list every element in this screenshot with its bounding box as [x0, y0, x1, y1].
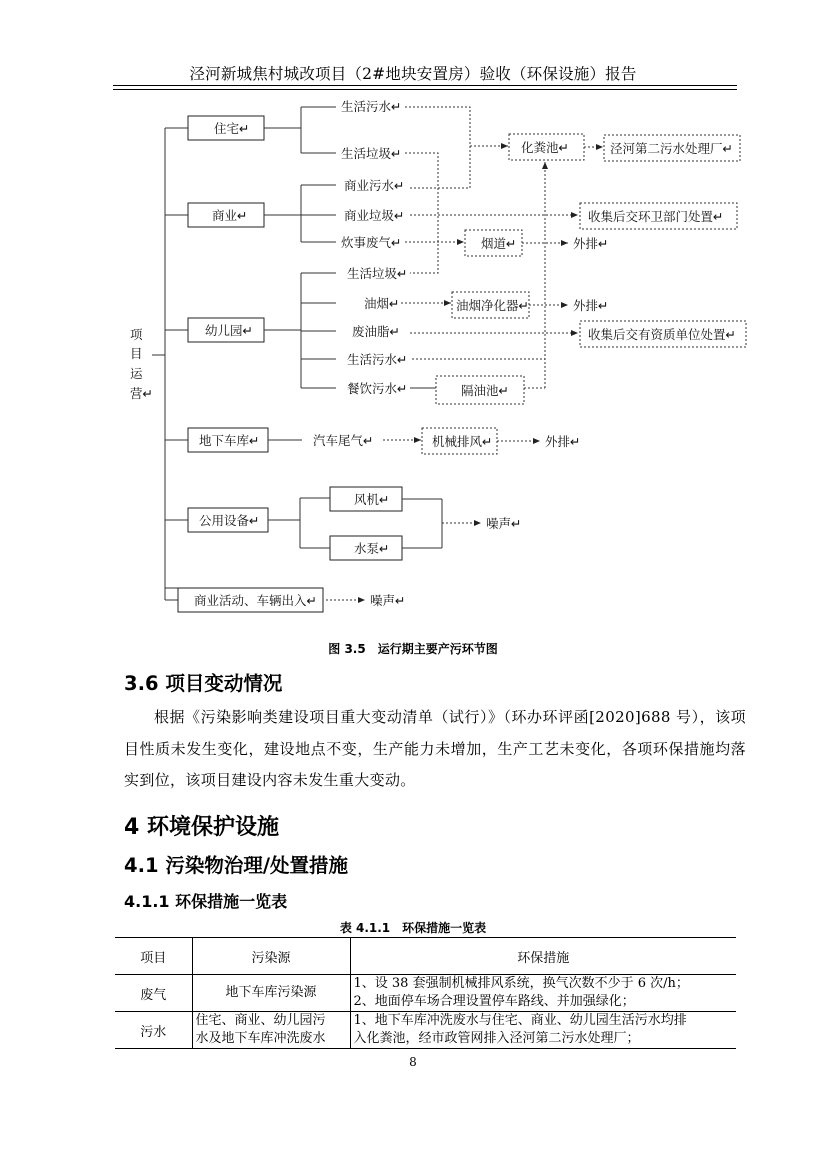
source-pump: [330, 536, 402, 560]
page-header-title: 泾河新城焦村城改项目（2#地块安置房）验收（环保设施）报告: [189, 65, 637, 83]
root-label: [130, 327, 153, 401]
pollutant-kindergarten-garbage: 生活垃圾↵: [347, 266, 408, 281]
pollutant-catering-sewage: 餐饮污水↵: [347, 381, 408, 396]
category-garage: [165, 428, 268, 452]
category-activity: [165, 588, 323, 612]
root-label-char: 项: [130, 327, 143, 342]
table-cell-source: 住宅、商业、幼儿园污 水及地下车库冲洗废水: [192, 1012, 350, 1049]
table-header-source: 污染源: [192, 938, 350, 975]
table-cell-source: 地下车库污染源: [192, 975, 350, 1012]
table-cell-measures: 1、地下车库冲洗废水与住宅、商业、幼儿园生活污水均排 入化粪池，经市政管网排入泾河第二污水处理厂；: [350, 1012, 736, 1049]
svg-text:烟道↵: 烟道↵: [481, 236, 517, 251]
pollutant-oil-smoke: 油烟↵: [364, 296, 400, 311]
svg-text:收集后交有资质单位处置↵: 收集后交有资质单位处置↵: [588, 327, 736, 342]
table-header-item: 项目: [115, 938, 192, 975]
svg-text:商业活动、车辆出入↵: 商业活动、车辆出入↵: [194, 593, 317, 608]
facility-oil-smoke-purifier: [452, 292, 529, 318]
section-heading-4-1: 4.1 污染物治理/处置措施: [124, 854, 348, 877]
category-residential: [165, 116, 264, 140]
pollutant-cooking-gas: 炊事废气↵: [341, 235, 402, 250]
svg-text:泾河第二污水处理厂↵: 泾河第二污水处理厂↵: [610, 141, 733, 156]
pollutant-commercial-sewage: 商业污水↵: [344, 178, 405, 193]
category-utilities: [165, 508, 268, 532]
table-row: [115, 975, 736, 1012]
root-label-char: 营↵: [130, 386, 153, 401]
source-fan: [330, 487, 402, 511]
figure-caption: 图 3.5 运行期主要产污环节图: [328, 642, 498, 656]
table-header-row: [115, 938, 736, 975]
svg-text:地下车库↵: 地下车库↵: [199, 433, 260, 448]
facility-flue: [465, 230, 522, 256]
section-heading-4: 4 环境保护设施: [124, 815, 279, 840]
section-heading-3-6: 3.6 项目变动情况: [124, 672, 283, 695]
table-cell-item: 污水: [115, 1012, 192, 1049]
section-heading-4-1-1: 4.1.1 环保措施一览表: [124, 892, 288, 911]
pollutant-kindergarten-sewage: 生活污水↵: [347, 352, 408, 367]
svg-text:公用设备↵: 公用设备↵: [199, 513, 260, 528]
env-measures-table: [115, 937, 736, 1049]
facility-septic-tank: [509, 134, 584, 160]
table-cell-item: 废气: [115, 975, 192, 1012]
pollutant-residential-garbage: 生活垃圾↵: [341, 146, 402, 161]
facility-sanitation-disposal: [580, 203, 737, 229]
output-noise-1: 噪声↵: [486, 516, 522, 531]
svg-text:收集后交环卫部门处置↵: 收集后交环卫部门处置↵: [588, 209, 724, 224]
table-row: [115, 1012, 736, 1049]
root-label-char: 目: [130, 346, 143, 361]
output-exhaust-1: 外排↵: [573, 236, 609, 251]
pollutant-residential-sewage: 生活污水↵: [341, 99, 402, 114]
table-caption: 表 4.1.1 环保措施一览表: [339, 921, 487, 935]
root-label-char: 运: [130, 366, 143, 381]
page-number: 8: [409, 1055, 417, 1069]
svg-text:机械排风↵: 机械排风↵: [432, 434, 493, 449]
svg-text:化粪池↵: 化粪池↵: [521, 140, 569, 155]
table-cell-measures: 1、设 38 套强制机械排风系统，换气次数不少于 6 次/h； 2、地面停车场合理设置停车路线、并加强绿化；: [350, 975, 736, 1012]
pollutant-commercial-garbage: 商业垃圾↵: [344, 208, 405, 223]
svg-text:风机↵: 风机↵: [354, 492, 390, 507]
svg-text:水泵↵: 水泵↵: [354, 541, 390, 556]
category-commercial: [165, 203, 264, 227]
facility-qualified-disposal: [580, 321, 746, 347]
facility-mechanical-ventilation: [422, 428, 497, 454]
output-exhaust-3: 外排↵: [545, 434, 581, 449]
pollutant-waste-grease: 废油脂↵: [352, 324, 400, 339]
section-paragraph: 根据《污染影响类建设项目重大变动清单（试行）》（环办环评函[2020]688 号），该项目性质未发生变化，建设地点不变，生产能力未增加，生产工艺未变化，各项环保措施均落实到位，该项目建设内容未发生重大变动。: [124, 708, 746, 789]
category-kindergarten: [165, 318, 264, 342]
pollutant-vehicle-exhaust: 汽车尾气↵: [313, 433, 374, 448]
table-header-measures: 环保措施: [350, 938, 736, 975]
svg-text:隔油池↵: 隔油池↵: [461, 383, 509, 398]
svg-text:幼儿园↵: 幼儿园↵: [205, 323, 253, 338]
output-exhaust-2: 外排↵: [573, 298, 609, 313]
facility-grease-trap: [436, 376, 524, 404]
facility-wastewater-plant: [604, 135, 740, 161]
svg-text:商业↵: 商业↵: [212, 208, 248, 223]
svg-text:油烟净化器↵: 油烟净化器↵: [456, 298, 529, 313]
output-noise-2: 噪声↵: [370, 593, 406, 608]
svg-text:住宅↵: 住宅↵: [214, 121, 250, 136]
